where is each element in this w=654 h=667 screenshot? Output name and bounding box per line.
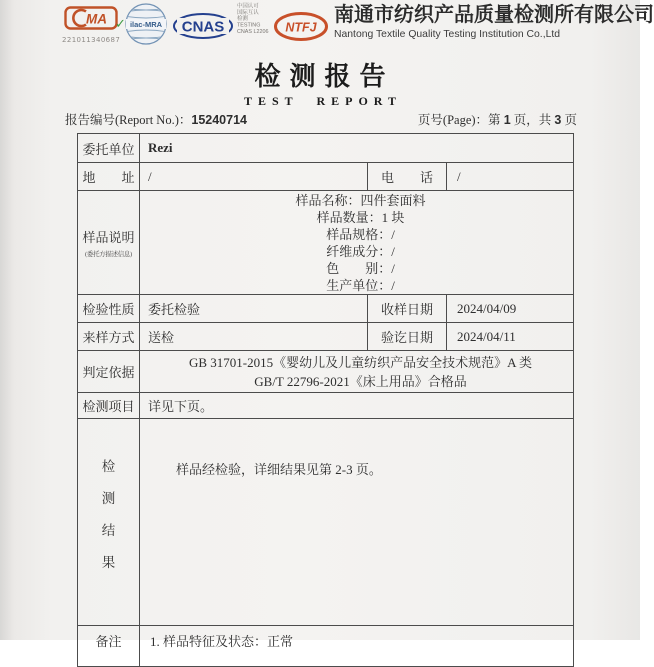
sample-color: 色 别：/ — [326, 260, 395, 276]
report-title-en: TEST REPORT — [243, 94, 403, 108]
cnas-side-line: 国际互认 — [237, 10, 259, 16]
ntfj-icon — [273, 11, 329, 42]
table-row-judgment-basis — [78, 351, 573, 393]
sample-producer: 生产单位：/ — [326, 277, 395, 293]
report-number-value: 15240714 — [191, 113, 247, 127]
page-number-label: 页号(Page)： — [417, 113, 489, 127]
report-number-label: 报告编号(Report No.)： — [65, 113, 192, 127]
ntfj-text: NTFJ — [285, 20, 317, 35]
sample-quantity: 样品数量：1 块 — [316, 209, 405, 225]
ilac-mra-stamp — [124, 2, 168, 51]
sample-name: 样品名称：四件套面料 — [295, 192, 426, 208]
basis-label: 判定依据 — [78, 351, 140, 392]
page-current: 1 — [503, 113, 511, 127]
client-label: 委托单位 — [78, 134, 140, 162]
results-label-char: 测 — [101, 491, 116, 506]
method-value: 送检 — [148, 330, 175, 345]
page-text: 第 — [488, 113, 504, 127]
report-table — [77, 133, 574, 667]
cnas-text: CNAS — [181, 18, 225, 36]
table-row-client — [78, 134, 573, 163]
table-row-sample-description — [78, 191, 573, 295]
cnas-side-line: TESTING — [237, 22, 261, 29]
cnas-logo — [172, 12, 234, 45]
sample-details — [140, 191, 573, 294]
phone-value: / — [457, 168, 461, 184]
receive-date-label: 收样日期 — [367, 295, 447, 322]
page-text: 页 — [561, 113, 577, 127]
receive-date-value: 2024/04/09 — [457, 300, 517, 316]
cma-letters: MA — [86, 11, 107, 27]
basis-value — [140, 351, 573, 392]
nature-label: 检验性质 — [78, 295, 140, 322]
page-number — [418, 110, 577, 128]
nature-value: 委托检验 — [148, 302, 201, 317]
table-row-address — [78, 163, 573, 191]
page-total: 3 — [554, 113, 562, 127]
sample-fiber: 纤维成分：/ — [326, 243, 395, 259]
items-value: 详见下页。 — [148, 399, 214, 414]
table-row-test-results — [78, 419, 573, 626]
address-label: 地 址 — [78, 163, 140, 190]
results-value: 样品经检验，详细结果见第 2-3 页。 — [176, 462, 382, 477]
complete-date-value: 2024/04/11 — [457, 328, 516, 344]
cnas-accreditation-text — [237, 4, 269, 36]
address-value: / — [148, 168, 152, 184]
cma-certification-mark — [62, 6, 120, 44]
sample-spec: 样品规格：/ — [326, 226, 395, 242]
sample-label — [78, 191, 140, 294]
results-label-char: 果 — [101, 555, 116, 570]
institution-name-en: Nantong Textile Quality Testing Institution Co.,Ltd — [334, 29, 561, 40]
cma-certificate-number: 221011340687 — [62, 36, 121, 44]
report-meta-row — [65, 110, 577, 128]
results-label-char: 检 — [101, 459, 116, 474]
phone-label: 电 话 — [367, 163, 447, 190]
items-label: 检测项目 — [78, 393, 140, 418]
institution-name-cn: 南通市纺织产品质量检测所有限公司 — [334, 4, 654, 26]
table-row-sampling-method — [78, 323, 573, 351]
table-row-test-items — [78, 393, 573, 419]
check-icon: ✓ — [115, 17, 126, 32]
remarks-label: 备注 — [78, 626, 140, 666]
basis-line-2: GB/T 22796-2021《床上用品》合格品 — [254, 373, 467, 389]
report-title-block — [0, 56, 640, 109]
cnas-side-line: CNAS L2206 — [237, 29, 269, 35]
client-value: Rezi — [148, 140, 173, 155]
cnas-side-line: 中国认可 — [237, 4, 259, 10]
sample-label-main: 样品说明 — [82, 229, 135, 245]
complete-date-label: 验讫日期 — [367, 323, 447, 350]
cnas-side-line: 检测 — [237, 16, 248, 22]
page-text: 页，共 — [510, 113, 555, 127]
ilac-mra-icon — [124, 2, 168, 46]
remarks-value: 1. 样品特征及状态：正常 — [150, 634, 294, 649]
ilac-mra-text: ilac-MRA — [129, 20, 163, 29]
cnas-icon — [172, 12, 234, 40]
basis-line-1: GB 31701-2015《婴幼儿及儿童纺织产品安全技术规范》A 类 — [188, 354, 533, 370]
table-row-inspection-nature — [78, 295, 573, 323]
report-number — [65, 110, 247, 128]
results-label-char: 结 — [101, 523, 116, 538]
cma-icon — [64, 6, 118, 30]
table-row-remarks — [78, 626, 573, 666]
results-label — [78, 419, 140, 625]
method-label: 来样方式 — [78, 323, 140, 350]
sample-label-sub: (委托方描述信息) — [85, 249, 132, 258]
institution-header — [334, 3, 654, 40]
ntfj-logo — [273, 11, 329, 47]
report-title-cn: 检测报告 — [254, 62, 395, 91]
